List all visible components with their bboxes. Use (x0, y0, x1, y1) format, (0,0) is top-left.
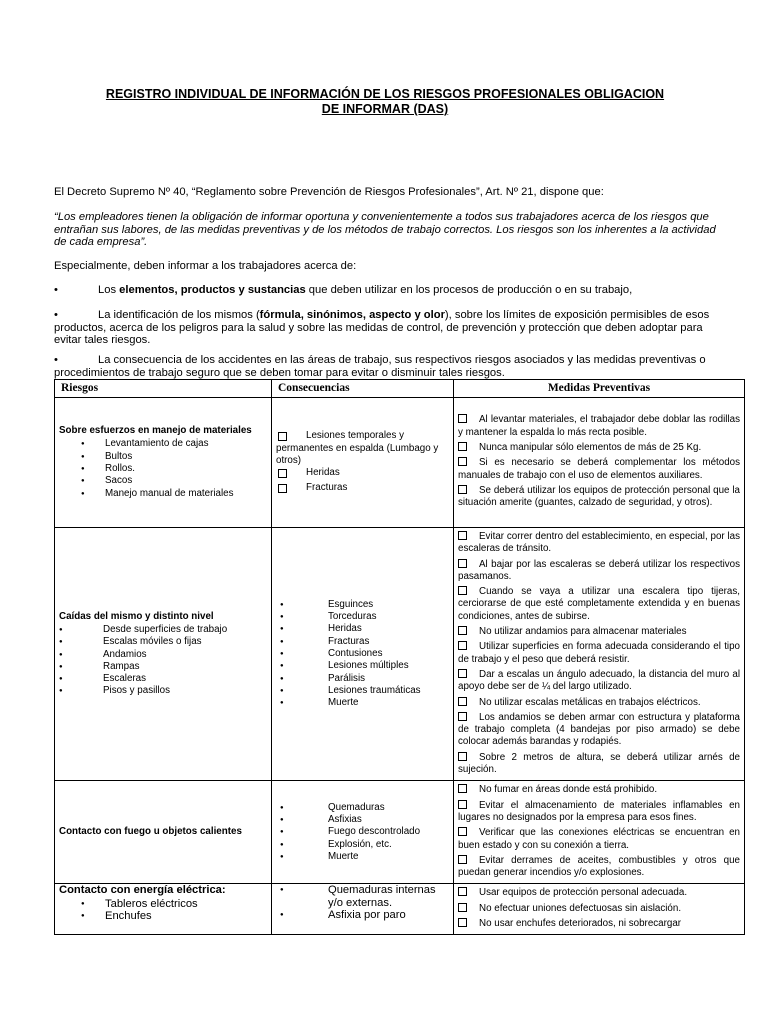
consequence-item: Heridas (276, 467, 449, 479)
consequence-item: ● Lesiones traumáticas (276, 685, 449, 697)
risk-item: ● Bultos (59, 451, 267, 463)
title-line-2: DE INFORMAR (DAS) (321, 102, 449, 116)
consequence-cell (272, 781, 454, 884)
risk-cell (55, 884, 272, 935)
consequence-item: ● Muerte (276, 851, 449, 863)
risk-item: ● Levantamiento de cajas (59, 438, 267, 450)
checkbox-icon (278, 484, 287, 493)
consequence-item: ● Asfixias (276, 814, 449, 826)
consequence-item: ● Contusiones (276, 648, 449, 660)
document-title (40, 87, 730, 117)
measure-item: Evitar correr dentro del establecimiento, en especial, por las escaleras de tránsito. (458, 531, 740, 555)
consequence-item: ● Esguinces (276, 599, 449, 611)
risk-cell (55, 398, 272, 528)
risk-cell (55, 528, 272, 781)
checkbox-icon (458, 800, 467, 809)
risk-item: ● Enchufes (59, 910, 267, 923)
checkbox-icon (458, 641, 467, 650)
checkbox-icon (458, 918, 467, 927)
risk-item: ● Pisos y pasillos (59, 685, 267, 697)
measure-item: Cuando se vaya a utilizar una escalera tipo tijeras, cerciorarse de que esté completamente extendida y en buenas condiciones, antes de subirse. (458, 586, 740, 622)
consequence-item: ● Fracturas (276, 636, 449, 648)
bullet-marker: • (54, 354, 58, 366)
checkbox-icon (278, 469, 287, 478)
checkbox-icon (458, 457, 467, 466)
measure-item: Se deberá utilizar los equipos de protección personal que la situación amerite (guantes, calzado de seguridad, y otros). (458, 484, 740, 509)
consequence-item: Fracturas (276, 482, 449, 494)
table-header-row (55, 380, 745, 398)
checkbox-icon (458, 712, 467, 721)
measure-item: Los andamios se deben armar con estructura y plataforma de trabajo completa (4 bandejas por piso armado) se debe colocar además barandas y rodapiés. (458, 711, 740, 748)
bullet-item-1: • Los elementos, productos y sustancias que deben utilizar en los procesos de producción o en su trabajo, (54, 284, 633, 296)
risk-item: ● Rollos. (59, 463, 267, 475)
measure-item: No utilizar andamios para almacenar materiales (458, 625, 740, 638)
header-medidas: Medidas Preventivas (454, 380, 745, 398)
risk-cell (55, 781, 272, 884)
measure-item: Al bajar por las escaleras se deberá utilizar los respectivos pasamanos. (458, 558, 740, 582)
checkbox-icon (458, 827, 467, 836)
measure-item: Sobre 2 metros de altura, se deberá utilizar arnés de sujeción. (458, 751, 740, 776)
measure-item: No usar enchufes deteriorados, ni sobrecargar (458, 917, 740, 930)
bullet-marker: • (54, 309, 58, 321)
checkbox-icon (458, 485, 467, 494)
table-row (55, 398, 745, 528)
checkbox-icon (458, 784, 467, 793)
consequence-item: ● Lesiones múltiples (276, 660, 449, 672)
measure-item: Si es necesario se deberá complementar los métodos manuales de trabajo con el uso de elementos auxiliares. (458, 457, 740, 481)
checkbox-icon (458, 414, 467, 423)
consequence-item: ● Explosión, etc. (276, 839, 449, 851)
checkbox-icon (278, 432, 287, 441)
consequence-item: Lesiones temporales y permanentes en espalda (Lumbago y otros) (276, 430, 439, 466)
checkbox-icon (458, 442, 467, 451)
measures-cell (454, 884, 745, 935)
measure-item: Nunca manipular sólo elementos de más de 25 Kg. (458, 441, 740, 454)
checkbox-icon (458, 531, 467, 540)
measure-item: Verificar que las conexiones eléctricas se encuentran en buen estado y con su conexión a tierra. (458, 827, 740, 851)
quote-paragraph: “Los empleadores tienen la obligación de informar oportuna y convenientemente a todos sus trabajadores acerca de los riesgos que entrañan sus labores, de las medidas preventivas y de los métodos de trabajo correctos. Los riesgos son los inherentes a la actividad de cada empresa”. (54, 211, 716, 248)
risk-item: ● Desde superficies de trabajo (59, 624, 267, 636)
checkbox-icon (458, 669, 467, 678)
bullet-item-2: • La identificación de los mismos (fórmula, sinónimos, aspecto y olor), sobre los límites de exposición permisibles de esos productos, acerca de los peligros para la salud y sobre las medidas de control, de prevención y protección que deben adoptar para evitar tales riesgos. (54, 309, 710, 346)
measure-item: No efectuar uniones defectuosas sin aislación. (458, 902, 740, 915)
consequence-item: ● Muerte (276, 697, 449, 709)
consequence-item: ● Quemaduras (276, 802, 449, 814)
checkbox-icon (458, 586, 467, 595)
table-row (55, 781, 745, 884)
especially-paragraph: Especialmente, deben informar a los trabajadores acerca de: (54, 260, 357, 272)
checkbox-icon (458, 626, 467, 635)
measures-cell (454, 398, 745, 528)
measure-item: Dar a escalas un ángulo adecuado, la distancia del muro al apoyo debe ser de ¼ del largo utilizado. (458, 668, 740, 693)
bullet-item-3: • La consecuencia de los accidentes en las áreas de trabajo, sus respectivos riesgos asociados y las medidas preventivas o procedimientos de trabajo seguro que se deben tomar para evitar o disminuir tales riesgos. (54, 354, 706, 379)
consequence-item: ● Fuego descontrolado (276, 826, 449, 838)
measures-cell (454, 528, 745, 781)
measure-item: No fumar en áreas donde está prohibido. (458, 783, 740, 796)
checkbox-icon (458, 855, 467, 864)
risk-title: Contacto con fuego u objetos calientes (59, 825, 242, 837)
risk-table (54, 379, 745, 935)
consequence-item: ● Asfixia por paro (276, 909, 449, 922)
consequence-item: ● Parálisis (276, 673, 449, 685)
consequence-cell (272, 884, 454, 935)
header-consecuencias: Consecuencias (272, 380, 454, 398)
bullet-marker: • (54, 284, 58, 296)
risk-title: Contacto con energía eléctrica: (59, 884, 226, 897)
consequence-cell (272, 528, 454, 781)
risk-item: ● Rampas (59, 661, 267, 673)
consequence-item: ● Quemaduras internas y/o externas. (276, 884, 449, 909)
title-line-1: REGISTRO INDIVIDUAL DE INFORMACIÓN DE LOS RIESGOS PROFESIONALES OBLIGACION (105, 87, 665, 101)
checkbox-icon (458, 752, 467, 761)
checkbox-icon (458, 887, 467, 896)
checkbox-icon (458, 697, 467, 706)
table-row (55, 528, 745, 781)
risk-item: ● Tableros eléctricos (59, 898, 267, 911)
risk-title: Sobre esfuerzos en manejo de materiales (59, 425, 252, 437)
risk-title: Caídas del mismo y distinto nivel (59, 610, 214, 622)
header-riesgos: Riesgos (55, 380, 272, 398)
consequence-item: ● Heridas (276, 623, 449, 635)
table-row (55, 884, 745, 935)
measure-item: Al levantar materiales, el trabajador debe doblar las rodillas y mantener la espalda lo más recta posible. (458, 414, 740, 438)
measure-item: No utilizar escalas metálicas en trabajos eléctricos. (458, 696, 740, 709)
risk-item: ● Escalas móviles o fijas (59, 636, 267, 648)
risk-item: ● Escaleras (59, 673, 267, 685)
intro-paragraph: El Decreto Supremo Nº 40, “Reglamento sobre Prevención de Riesgos Profesionales”, Art. Nº 21, dispone que: (54, 186, 604, 198)
checkbox-icon (458, 903, 467, 912)
consequence-cell (272, 398, 454, 528)
risk-item: ● Manejo manual de materiales (59, 488, 267, 500)
checkbox-icon (458, 559, 467, 568)
measure-item: Evitar derrames de aceites, combustibles y otros que puedan generar incendios y/o explosiones. (458, 854, 740, 879)
measure-item: Evitar el almacenamiento de materiales inflamables en lugares no designados por la empresa para esos fines. (458, 799, 740, 823)
measures-cell (454, 781, 745, 884)
risk-item: ● Andamios (59, 649, 267, 661)
measure-item: Utilizar superficies en forma adecuada considerando el tipo de trabajo y el peso que deberá resistir. (458, 641, 740, 665)
risk-item: ● Sacos (59, 475, 267, 487)
consequence-item: ● Torceduras (276, 611, 449, 623)
measure-item: Usar equipos de protección personal adecuada. (458, 886, 740, 899)
